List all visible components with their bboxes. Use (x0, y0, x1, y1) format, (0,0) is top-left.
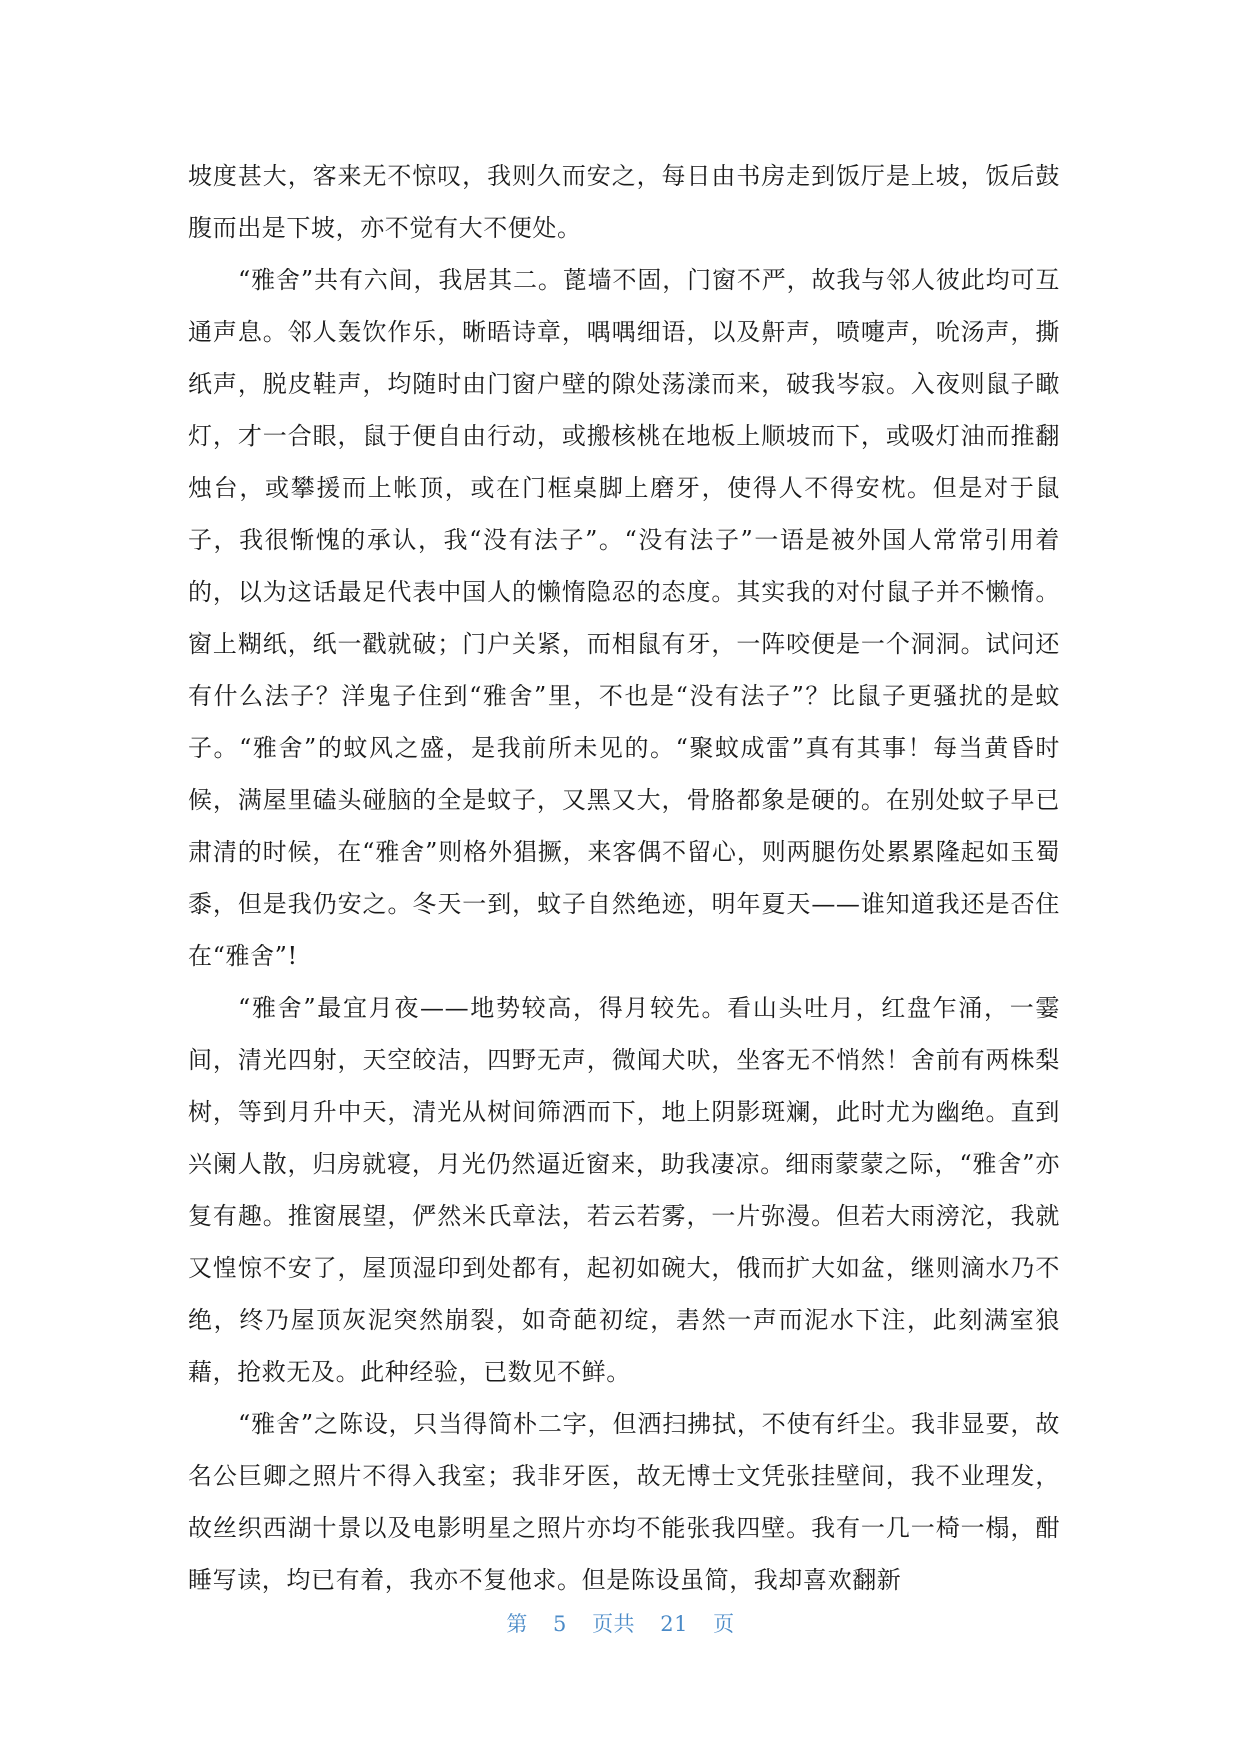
paragraph-3: “雅舍”最宜月夜——地势较高，得月较先。看山头吐月，红盘乍涌，一霎间，清光四射，天空皎洁，四野无声，微闻犬吠，坐客无不悄然！舍前有两株梨树，等到月升中天，清光从树间筛洒而下，地上阴影斑斓，此时尤为幽绝。直到兴阑人散，归房就寝，月光仍然逼近窗来，助我凄凉。细雨蒙蒙之际，“雅舍”亦复有趣。推窗展望，俨然米氏章法，若云若雾，一片弥漫。但若大雨滂沱，我就又惶惊不安了，屋顶湿印到处都有，起初如碗大，俄而扩大如盆，继则滴水乃不绝，终乃屋顶灰泥突然崩裂，如奇葩初绽，砉然一声而泥水下注，此刻满室狼藉，抢救无及。此种经验，已数见不鲜。 (188, 994, 1060, 1386)
footer-page-number: 5 (553, 1612, 567, 1636)
footer-total-pages: 21 (660, 1612, 688, 1636)
footer-di: 第 (506, 1612, 528, 1636)
body-text (188, 150, 1060, 1606)
footer-ye: 页 (713, 1612, 735, 1636)
paragraph-4: “雅舍”之陈设，只当得简朴二字，但洒扫拂拭，不使有纤尘。我非显要，故名公巨卿之照片不得入我室；我非牙医，故无博士文凭张挂壁间，我不业理发，故丝织西湖十景以及电影明星之照片亦均不能张我四壁。我有一几一椅一榻，酣睡写读，均已有着，我亦不复他求。但是陈设虽简，我却喜欢翻新 (188, 1410, 1060, 1594)
footer-ye-gong: 页共 (592, 1612, 636, 1636)
paragraph-2: “雅舍”共有六间，我居其二。蓖墙不固，门窗不严，故我与邻人彼此均可互通声息。邻人轰饮作乐，晰晤诗章，喁喁细语，以及鼾声，喷嚏声，吮汤声，撕纸声，脱皮鞋声，均随时由门窗户壁的隙处荡漾而来，破我岑寂。入夜则鼠子瞰灯，才一合眼，鼠于便自由行动，或搬核桃在地板上顺坡而下，或吸灯油而推翻烛台，或攀援而上帐顶，或在门框桌脚上磨牙，使得人不得安枕。但是对于鼠子，我很惭愧的承认，我“没有法子”。“没有法子”一语是被外国人常常引用着的，以为这话最足代表中国人的懒惰隐忍的态度。其实我的对付鼠子并不懒惰。窗上糊纸，纸一戳就破；门户关紧，而相鼠有牙，一阵咬便是一个洞洞。试问还有什么法子？洋鬼子住到“雅舍”里，不也是“没有法子”？比鼠子更骚扰的是蚊子。“雅舍”的蚊风之盛，是我前所未见的。“聚蚊成雷”真有其事！每当黄昏时候，满屋里磕头碰脑的全是蚊子，又黑又大，骨胳都象是硬的。在别处蚊子早已肃清的时候，在“雅舍”则格外猖撅，来客偶不留心，则两腿伤处累累隆起如玉蜀黍，但是我仍安之。冬天一到，蚊子自然绝迹，明年夏天——谁知道我还是否住在“雅舍”! (188, 266, 1060, 970)
page-footer (0, 1608, 1241, 1638)
paragraph-1: 坡度甚大，客来无不惊叹，我则久而安之，每日由书房走到饭厅是上坡，饭后鼓腹而出是下坡，亦不觉有大不便处。 (188, 162, 1060, 242)
